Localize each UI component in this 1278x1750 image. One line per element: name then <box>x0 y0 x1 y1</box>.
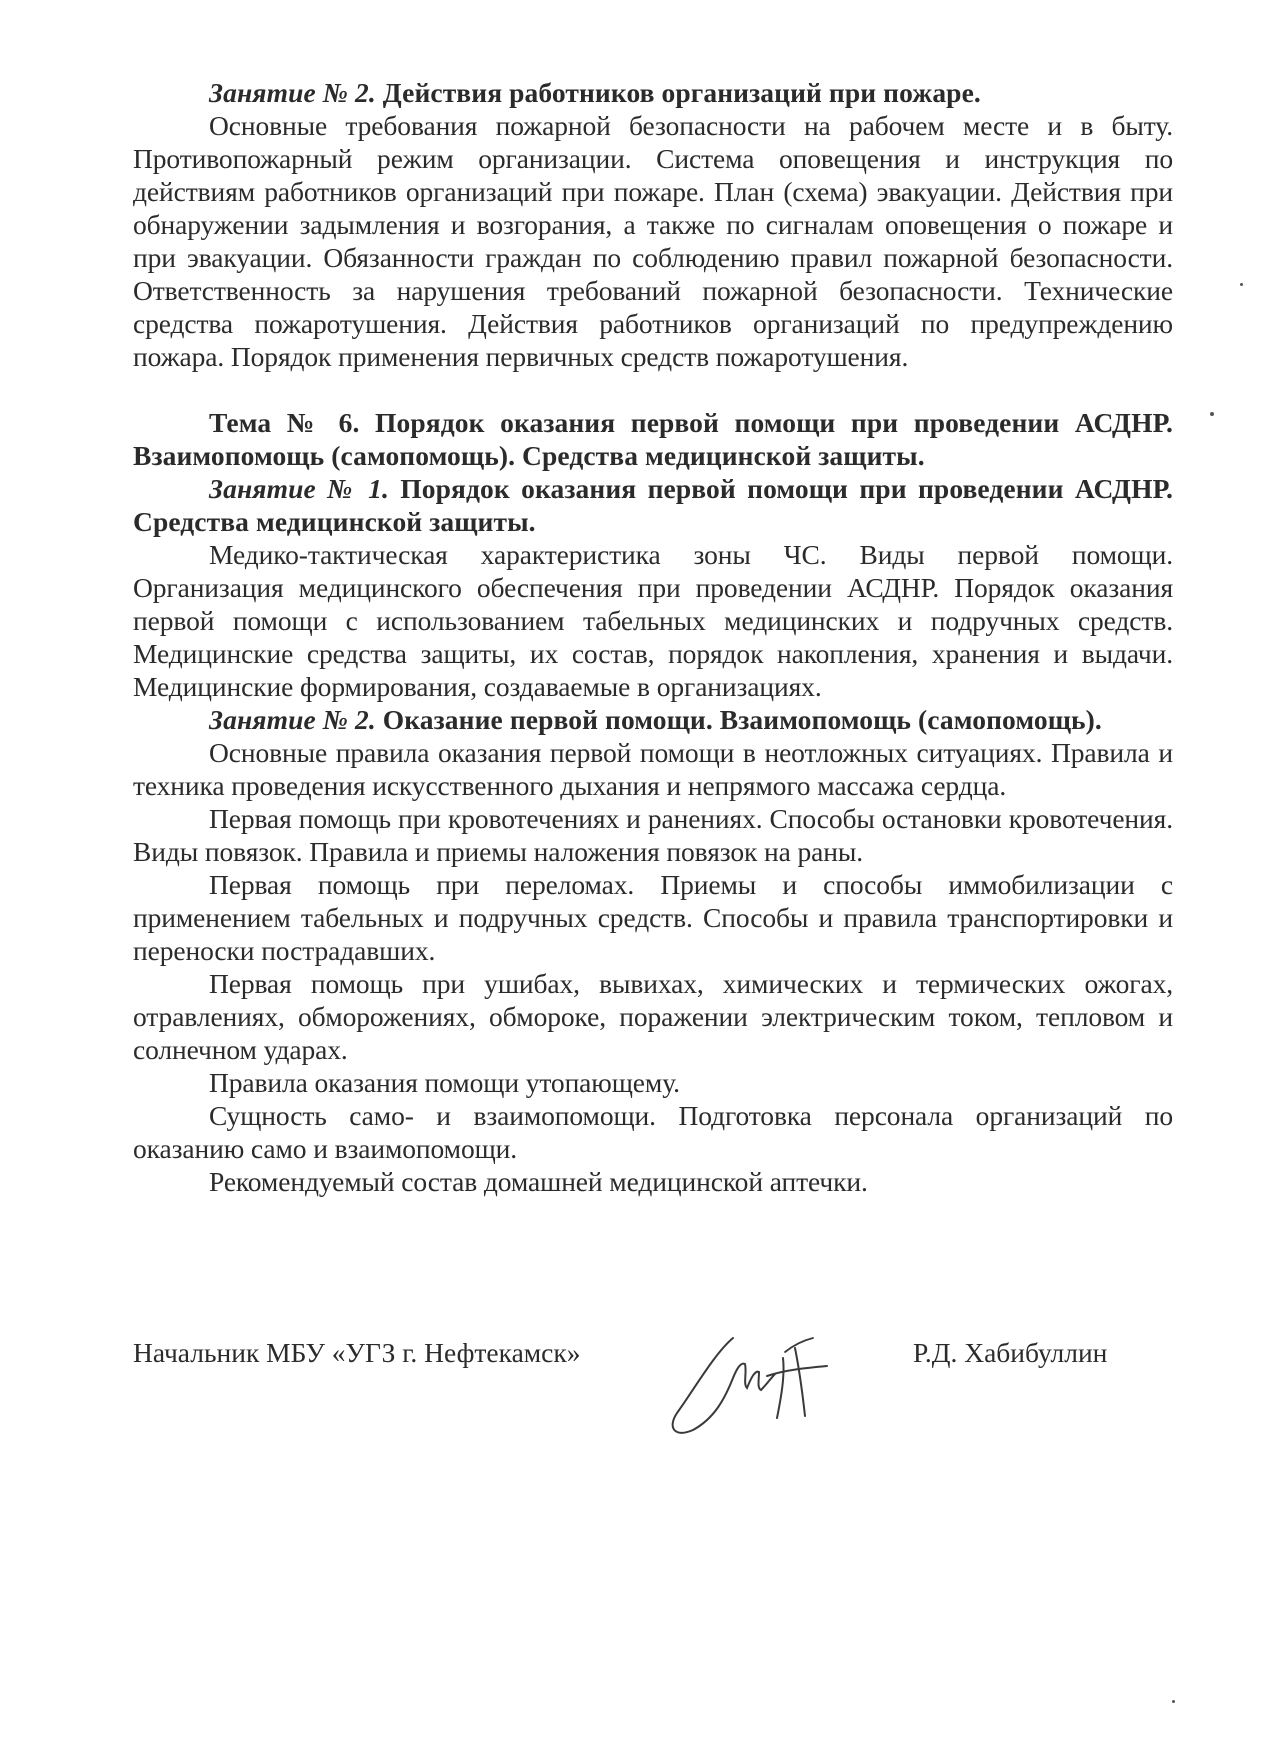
scan-speck <box>1210 412 1214 416</box>
paragraph: Сущность само- и взаимопомощи. Подготовка персонала организаций по оказанию само и взаимопомощи. <box>133 1100 1173 1164</box>
lesson-1-aid-text: Медико-тактическая характеристика зоны ЧС. Виды первой помощи. Организация медицинского обеспечения при проведении АСДНР. Порядок оказания первой помощи с использованием табельных медицинских и подручных средств. Медицинские средства защиты, их состав, порядок накопления, хранения и выдачи. Медицинские формирования, создаваемые в организациях. <box>133 539 1173 702</box>
document-body <box>133 76 1173 1198</box>
paragraph: Основные правила оказания первой помощи в неотложных ситуациях. Правила и техника проведения искусственного дыхания и непрямого массажа сердца. <box>133 737 1173 801</box>
paragraph: Правила оказания помощи утопающему. <box>209 1067 680 1098</box>
handwritten-signature-icon <box>655 1318 855 1448</box>
lesson-label: Занятие № 2. <box>209 704 376 735</box>
lesson-2-fire-text: Основные требования пожарной безопасности на рабочем месте и в быту. Противопожарный режим организации. Система оповещения и инструкция по действиям работников организаций при пожаре. План (схема) эвакуации. Действия при обнаружении задымления и возгорания, а также по сигналам оповещения о пожаре и при эвакуации. Обязанности граждан по соблюдению правил пожарной безопасности. Ответственность за нарушения требований пожарной безопасности. Технические средства пожаротушения. Действия работников организаций по предупреждению пожара. Порядок применения первичных средств пожаротушения. <box>133 110 1173 372</box>
scan-speck <box>1240 283 1243 286</box>
lesson-label: Занятие № 1. <box>209 473 389 504</box>
scan-speck <box>1172 1700 1175 1703</box>
lesson-2-fire-heading <box>133 76 1173 109</box>
paragraph: Первая помощь при переломах. Приемы и способы иммобилизации с применением табельных и подручных средств. Способы и правила транспортировки и переноски пострадавших. <box>133 869 1173 966</box>
lesson-title: Оказание первой помощи. Взаимопомощь (самопомощь). <box>375 704 1102 735</box>
lesson-1-aid-heading <box>133 472 1173 538</box>
paragraph: Рекомендуемый состав домашней медицинской аптечки. <box>209 1166 868 1197</box>
signature-block <box>133 1318 1173 1458</box>
lesson-title: Действия работников организаций при пожаре. <box>375 77 981 108</box>
signatory-position: Начальник МБУ «УГЗ г. Нефтекамск» <box>133 1337 581 1368</box>
signatory-name: Р.Д. Хабибуллин <box>913 1337 1108 1368</box>
topic-6-heading: Тема № 6. Порядок оказания первой помощи при проведении АСДНР. Взаимопомощь (самопомощь). Средства медицинской защиты. <box>133 407 1173 471</box>
lesson-label: Занятие № 2. <box>209 77 376 108</box>
paragraph: Первая помощь при кровотечениях и ранениях. Способы остановки кровотечения. Виды повязок. Правила и приемы наложения повязок на раны. <box>133 803 1173 867</box>
lesson-2-aid-heading <box>133 703 1173 736</box>
lesson-title: Порядок оказания первой помощи при проведении АСДНР. Средства медицинской защиты. <box>133 473 1174 537</box>
paragraph: Первая помощь при ушибах, вывихах, химических и термических ожогах, отравлениях, обморожениях, обмороке, поражении электрическим током, тепловом и солнечном ударах. <box>133 968 1173 1065</box>
